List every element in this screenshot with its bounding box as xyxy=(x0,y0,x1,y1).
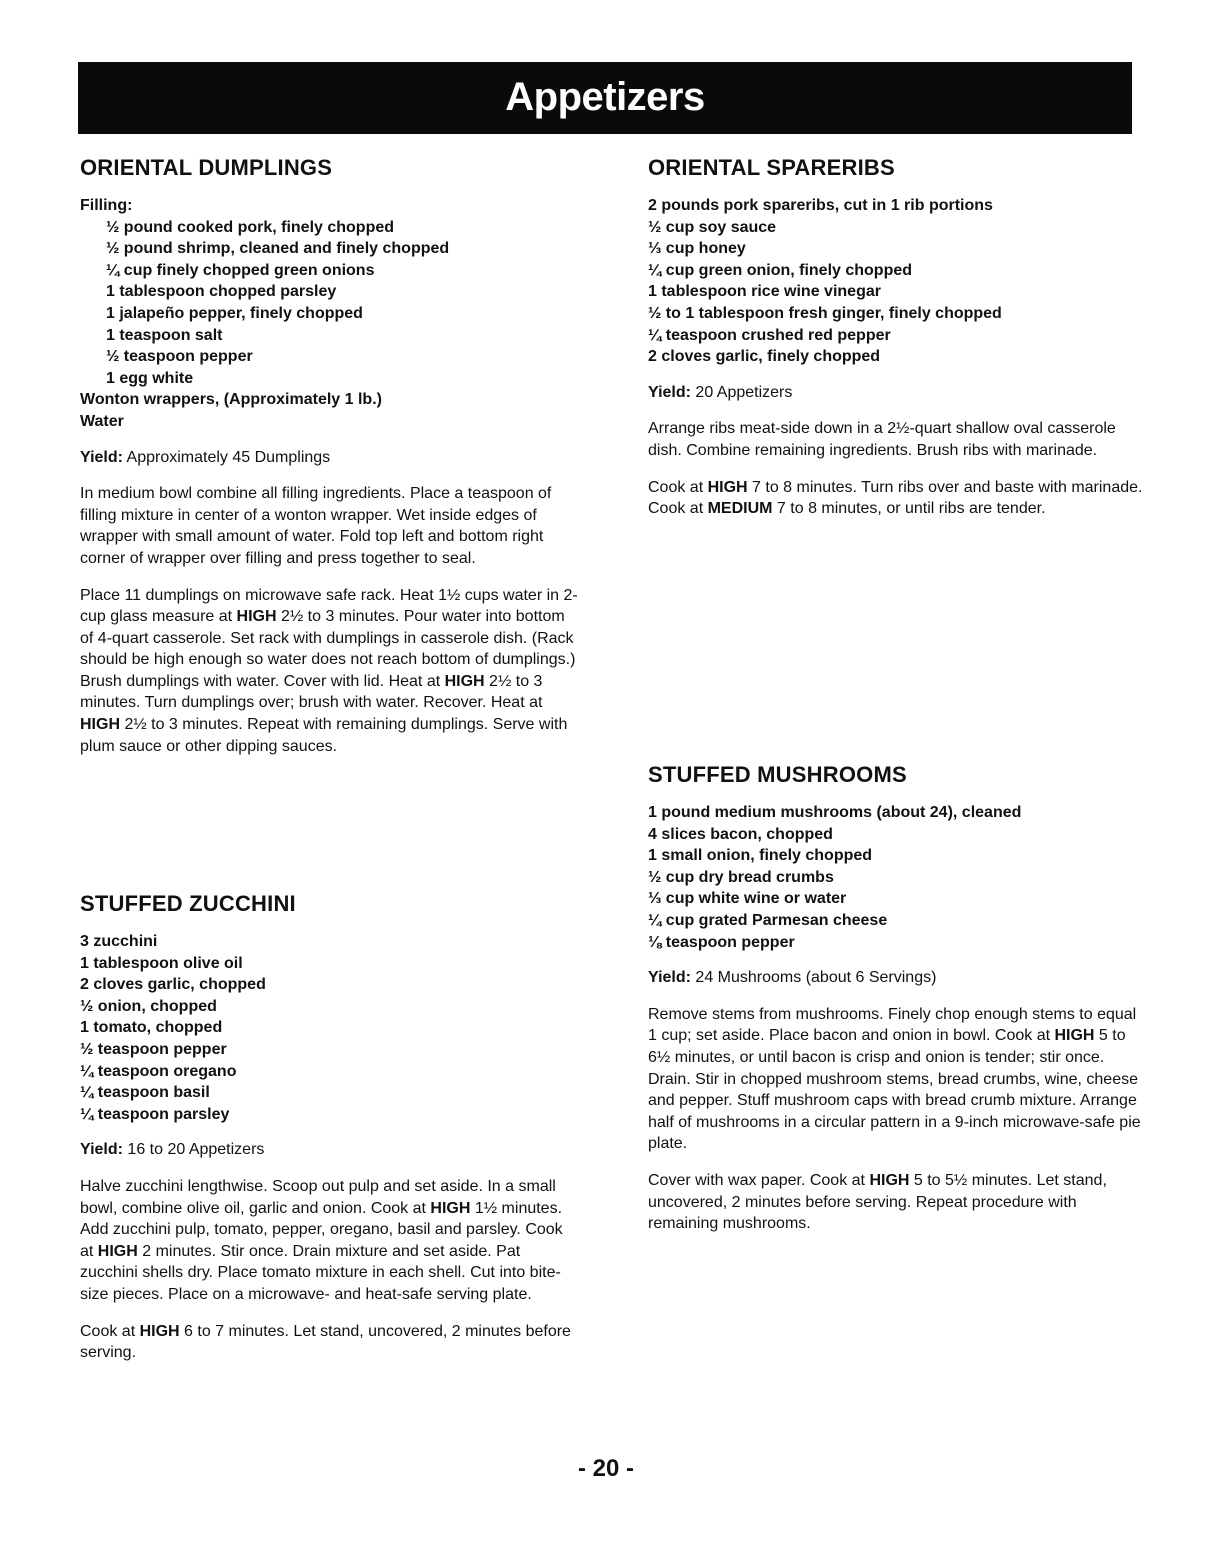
ingredient: 2 cloves garlic, finely chopped xyxy=(648,348,881,366)
ingredient: ½ cup dry bread crumbs xyxy=(648,868,834,886)
power-level: HIGH xyxy=(869,1171,910,1189)
text-run: 2½ to 3 minutes. Pour water into bottom of 4-quart casserole. Set rack with dumplings in casserole dish. (Rack should be high enough so water does not reach bottom of dumplings.) Brush dumplings with water. Cover with lid. Heat at xyxy=(80,608,576,690)
page-number: - 20 - xyxy=(577,1455,634,1482)
ingredient: ¼ cup grated Parmesan cheese xyxy=(648,911,888,929)
ingredient: Water xyxy=(80,412,124,430)
yield-value: 20 Appetizers xyxy=(695,383,793,401)
yield-value: Approximately 45 Dumplings xyxy=(126,448,331,466)
ingredient: 3 zucchini xyxy=(80,933,158,950)
ingredient: ½ teaspoon pepper xyxy=(80,1040,227,1058)
instructions-paragraph xyxy=(648,477,1148,520)
instructions-paragraph xyxy=(648,1004,1148,1155)
instructions-paragraph: Arrange ribs meat-side down in a 2½-quart shallow oval casserole dish. Combine remaining ingredients. Brush ribs with marinade. xyxy=(648,420,1116,459)
text-run: 2 minutes. Stir once. Drain mixture and set aside. Pat zucchini shells dry. Place tomato mixture in each shell. Cut into bite-size pieces. Place on a microwave- and heat-safe serving plate. xyxy=(80,1242,561,1303)
ingredient: 1 small onion, finely chopped xyxy=(648,847,873,865)
ingredient: 1 teaspoon salt xyxy=(106,326,223,344)
ingredient-list xyxy=(80,195,580,433)
recipe-title: ORIENTAL SPARERIBS xyxy=(648,155,895,180)
ingredient: 1 tablespoon olive oil xyxy=(80,954,243,972)
recipe-title: ORIENTAL DUMPLINGS xyxy=(80,155,333,180)
recipe-title: STUFFED MUSHROOMS xyxy=(648,762,907,787)
recipe-stuffed-mushrooms xyxy=(648,762,1148,1235)
yield-label: Yield: xyxy=(80,448,123,466)
power-level: HIGH xyxy=(80,716,120,734)
ingredient: ¼ teaspoon oregano xyxy=(80,1062,237,1080)
text-run: Cook at xyxy=(648,478,708,496)
recipe-yield xyxy=(648,382,1148,404)
ingredient-list xyxy=(648,195,1148,368)
instructions-paragraph xyxy=(648,1170,1148,1235)
power-level: MEDIUM xyxy=(707,500,773,518)
text-run: 5 to 6½ minutes, or until bacon is crisp and onion is tender; stir once. Drain. Stir in chopped mushroom stems, bread crumbs, wine, cheese and pepper. Stuff mushroom caps with bread crumb mixture. Arrange half of mushrooms in a circular pattern in a 9-inch microwave-safe pie plate. xyxy=(648,1027,1141,1153)
text-run: 1½ minutes. Add zucchini pulp, tomato, pepper, oregano, basil and parsley. Cook at xyxy=(80,1199,563,1260)
ingredient: ⅓ cup white wine or water xyxy=(648,890,847,908)
power-level: HIGH xyxy=(139,1322,180,1340)
recipe-yield xyxy=(648,967,1148,989)
recipe-stuffed-zucchini xyxy=(80,891,580,1364)
text-run: Place 11 dumplings on microwave safe rack. Heat 1½ cups water in 2-cup glass measure at xyxy=(80,586,578,626)
instructions-paragraph xyxy=(80,585,580,758)
ingredient: 1 pound medium mushrooms (about 24), cleaned xyxy=(648,804,1022,821)
ingredient: ¼ teaspoon parsley xyxy=(80,1105,230,1123)
filling-label: Filling: xyxy=(80,197,133,214)
ingredient-list xyxy=(648,802,1148,953)
text-run: Remove stems from mushrooms. Finely chop enough stems to equal 1 cup; set aside. Place bacon and onion in bowl. Cook at xyxy=(648,1005,1137,1045)
power-level: HIGH xyxy=(97,1242,138,1260)
recipe-oriental-dumplings xyxy=(80,155,580,757)
ingredient: ¼ teaspoon basil xyxy=(80,1084,210,1102)
text-run: 6 to 7 minutes. Let stand, uncovered, 2 minutes before serving. xyxy=(80,1322,571,1362)
ingredient: ½ pound shrimp, cleaned and finely chopped xyxy=(106,240,450,258)
ingredient: 2 pounds pork spareribs, cut in 1 rib portions xyxy=(648,197,993,214)
ingredient: ½ cup soy sauce xyxy=(648,218,777,236)
recipe-yield xyxy=(80,447,580,469)
yield-value: 24 Mushrooms (about 6 Servings) xyxy=(695,969,937,987)
ingredient: 4 slices bacon, chopped xyxy=(648,825,833,843)
ingredient: Wonton wrappers, (Approximately 1 lb.) xyxy=(80,391,382,409)
power-level: HIGH xyxy=(236,608,277,626)
ingredient: 2 cloves garlic, chopped xyxy=(80,976,266,994)
text-run: Cook at xyxy=(80,1322,140,1340)
ingredient: ¼ cup green onion, finely chopped xyxy=(648,261,913,279)
ingredient: ¼ cup finely chopped green onions xyxy=(106,261,375,279)
power-level: HIGH xyxy=(430,1199,471,1217)
ingredient: 1 egg white xyxy=(106,369,194,387)
power-level: HIGH xyxy=(1054,1027,1095,1045)
ingredient: ½ to 1 tablespoon fresh ginger, finely chopped xyxy=(648,304,1002,322)
recipe-oriental-spareribs xyxy=(648,155,1148,520)
ingredient: ½ teaspoon pepper xyxy=(106,348,253,366)
ingredient: ½ pound cooked pork, finely chopped xyxy=(106,218,395,236)
ingredient: ⅓ cup honey xyxy=(648,240,746,258)
text-run: 7 to 8 minutes. Turn ribs over and baste with marinade. Cook at xyxy=(648,478,1143,518)
power-level: HIGH xyxy=(707,478,748,496)
ingredient: 1 tomato, chopped xyxy=(80,1019,223,1037)
recipe-title: STUFFED ZUCCHINI xyxy=(80,891,296,916)
ingredient-list xyxy=(80,931,580,1125)
text-run: 5 to 5½ minutes. Let stand, uncovered, 2 minutes before serving. Repeat procedure with remaining mushrooms. xyxy=(648,1171,1107,1233)
yield-value: 16 to 20 Appetizers xyxy=(127,1141,265,1159)
ingredient: 1 tablespoon chopped parsley xyxy=(106,283,337,301)
text-run: Halve zucchini lengthwise. Scoop out pulp and set aside. In a small bowl, combine olive oil, garlic and onion. Cook at xyxy=(80,1177,556,1217)
power-level: HIGH xyxy=(444,672,485,690)
text-run: 7 to 8 minutes, or until ribs are tender. xyxy=(772,500,1046,518)
ingredient: ¼ teaspoon crushed red pepper xyxy=(648,326,891,344)
yield-label: Yield: xyxy=(648,969,691,987)
text-run: 2½ to 3 minutes. Turn dumplings over; brush with water. Recover. Heat at xyxy=(80,672,543,712)
instructions-paragraph xyxy=(80,1321,580,1364)
instructions-paragraph: In medium bowl combine all filling ingredients. Place a teaspoon of filling mixture in center of a wonton wrapper. Wet inside edges of wrapper with small amount of water. Fold top left and bottom right corner of wrapper over filling and press together to seal. xyxy=(80,485,552,567)
ingredient: ½ onion, chopped xyxy=(80,997,217,1015)
ingredient: 1 tablespoon rice wine vinegar xyxy=(648,283,881,301)
recipe-yield xyxy=(80,1139,580,1161)
ingredient: 1 jalapeño pepper, finely chopped xyxy=(106,304,363,322)
yield-label: Yield: xyxy=(648,383,691,401)
instructions-paragraph xyxy=(80,1176,580,1306)
ingredient: ⅛ teaspoon pepper xyxy=(648,933,795,951)
text-run: 2½ to 3 minutes. Repeat with remaining dumplings. Serve with plum sauce or other dipping sauces. xyxy=(80,716,568,755)
section-banner: Appetizers xyxy=(78,62,1132,134)
text-run: Cover with wax paper. Cook at xyxy=(648,1171,870,1189)
yield-label: Yield: xyxy=(80,1141,123,1159)
